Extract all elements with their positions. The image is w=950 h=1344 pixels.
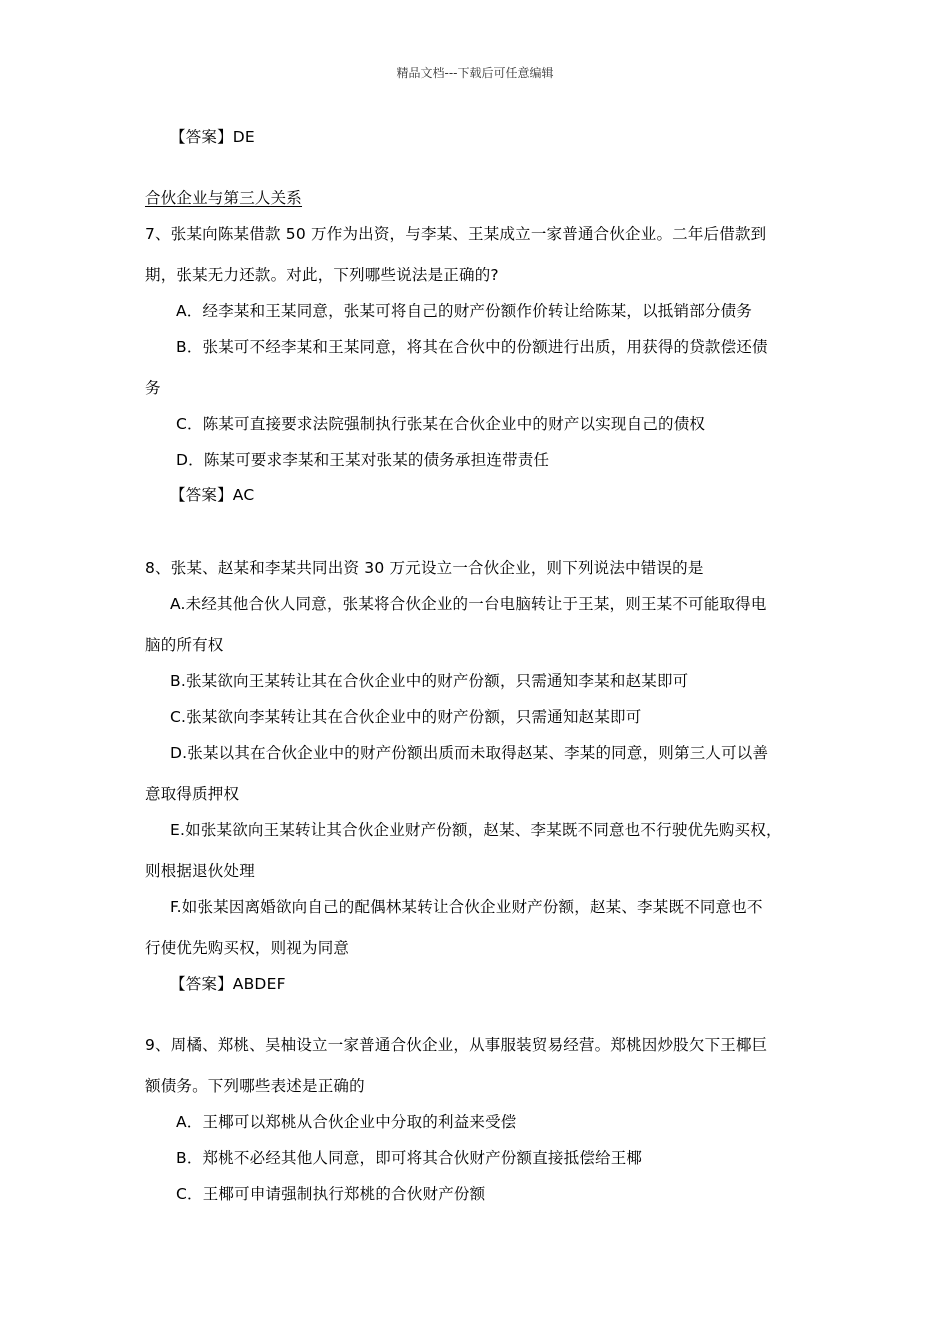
question-7-option-d: D．陈某可要求李某和王某对张某的债务承担连带责任 [176, 451, 550, 469]
question-7-line-1: 7、张某向陈某借款 50 万作为出资，与李某、王某成立一家普通合伙企业。二年后借款到 [145, 225, 767, 243]
question-8: 8、张某、赵某和李某共同出资 30 万元设立一合伙企业，则下列说法中错误的是 [145, 559, 704, 577]
page-header: 精品文档---下载后可任意编辑 [396, 66, 554, 80]
question-9-line-1: 9、周橘、郑桃、吴柚设立一家普通合伙企业，从事服装贸易经营。郑桃因炒股欠下王椰巨 [145, 1036, 768, 1054]
question-7-option-a: A．经李某和王某同意，张某可将自己的财产份额作价转让给陈某，以抵销部分债务 [176, 302, 753, 320]
question-8-option-e-line-2: 则根据退伙处理 [145, 862, 255, 880]
question-8-option-f-line-2: 行使优先购买权，则视为同意 [145, 939, 350, 957]
question-8-option-c: C.张某欲向李某转让其在合伙企业中的财产份额，只需通知赵某即可 [170, 708, 642, 726]
question-9-option-c: C．王椰可申请强制执行郑桃的合伙财产份额 [176, 1185, 486, 1203]
question-7-answer: 【答案】AC [170, 486, 255, 504]
question-8-option-d-line-2: 意取得质押权 [145, 785, 240, 803]
question-7-option-c: C．陈某可直接要求法院强制执行张某在合伙企业中的财产以实现自己的债权 [176, 415, 706, 433]
answer-line: 【答案】DE [170, 128, 255, 146]
question-8-option-a-line-1: A.未经其他合伙人同意，张某将合伙企业的一台电脑转让于王某，则王某不可能取得电 [170, 595, 767, 613]
question-8-option-e-line-1: E.如张某欲向王某转让其合伙企业财产份额，赵某、李某既不同意也不行驶优先购买权， [170, 821, 782, 839]
question-8-option-a-line-2: 脑的所有权 [145, 636, 224, 654]
question-9-option-a: A．王椰可以郑桃从合伙企业中分取的利益来受偿 [176, 1113, 517, 1131]
question-9-option-b: B．郑桃不必经其他人同意，即可将其合伙财产份额直接抵偿给王椰 [176, 1149, 643, 1167]
question-8-option-d-line-1: D.张某以其在合伙企业中的财产份额出质而未取得赵某、李某的同意，则第三人可以善 [170, 744, 769, 762]
section-title: 合伙企业与第三人关系 [145, 189, 303, 207]
question-7-line-2: 期，张某无力还款。对此，下列哪些说法是正确的? [145, 266, 499, 284]
question-7-option-b-line-1: B．张某可不经李某和王某同意，将其在合伙中的份额进行出质，用获得的贷款偿还债 [176, 338, 768, 356]
question-7-option-b-line-2: 务 [145, 379, 161, 397]
question-8-answer: 【答案】ABDEF [170, 975, 286, 993]
question-8-option-f-line-1: F.如张某因离婚欲向自己的配偶林某转让合伙企业财产份额，赵某、李某既不同意也不 [170, 898, 763, 916]
question-8-option-b: B.张某欲向王某转让其在合伙企业中的财产份额，只需通知李某和赵某即可 [170, 672, 689, 690]
question-9-line-2: 额债务。下列哪些表述是正确的 [145, 1077, 365, 1095]
